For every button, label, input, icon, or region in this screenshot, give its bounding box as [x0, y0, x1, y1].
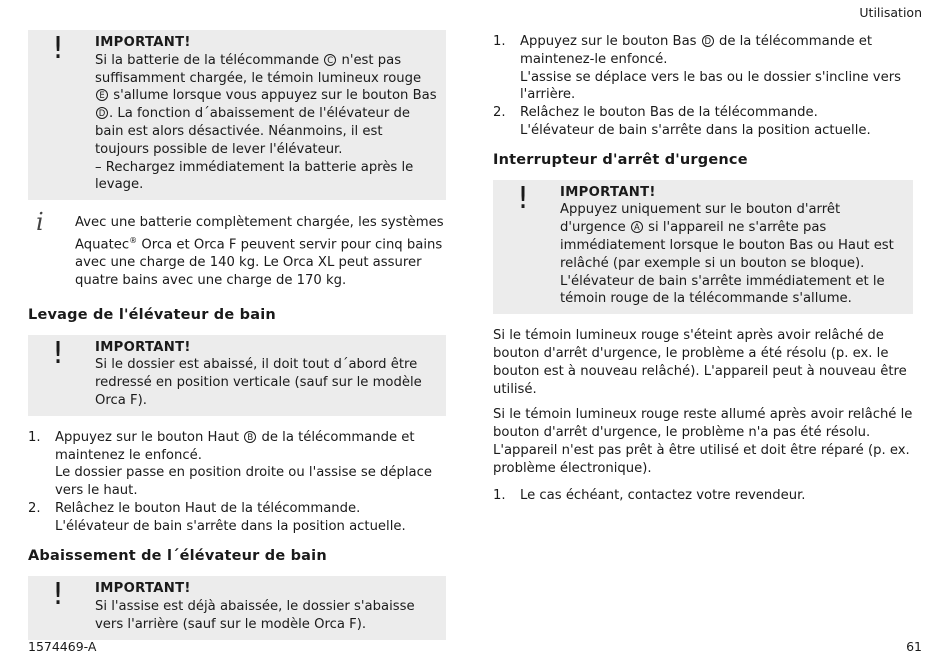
info-text: Avec une batterie complètement chargée, les systèmes Aquatec® Orca et Orca F peuvent servir pour cinq bains avec une charge de 140 kg. Le Orca XL peut assurer quatre bains avec une charge de 170 kg. — [75, 215, 444, 288]
note-text: Appuyez uniquement sur le bouton d'arrêt d'urgence A si l'appareil ne s'arrête pas immédiatement lorsque le bouton Bas ou Haut est relâché (par exemple si un bouton se bloque). L'élévateur de bain s'arrête immédiatement et le témoin rouge de la télécommande s'allume. — [560, 202, 894, 307]
step-result: Le dossier passe en position droite ou l'assise se déplace vers le haut. — [55, 465, 433, 499]
info-icon: i — [36, 208, 44, 237]
section-heading-lowering: Abaissement de l´élévateur de bain — [28, 547, 327, 564]
important-note-seat-lowered — [28, 576, 446, 639]
ref-d-icon: D — [702, 35, 714, 47]
list-item: 2. Relâchez le bouton Haut de la télécommande. L'élévateur de bain s'arrête dans la position actuelle. — [28, 500, 446, 536]
list-item: 2. Relâchez le bouton Bas de la télécommande. L'élévateur de bain s'arrête dans la position actuelle. — [493, 104, 913, 140]
important-note-battery — [28, 30, 446, 200]
ref-d-icon: D — [96, 107, 108, 119]
page-header: Utilisation — [859, 5, 922, 20]
note-bullet: – Rechargez immédiatement la batterie après le levage. — [95, 159, 414, 193]
note-title: IMPORTANT! — [95, 35, 191, 50]
contact-steps — [493, 487, 913, 505]
step-result: L'élévateur de bain s'arrête dans la position actuelle. — [520, 122, 871, 138]
paragraph-resolved: Si le témoin lumineux rouge s'éteint après avoir relâché de bouton d'arrêt d'urgence, le problème a été résolu (p. ex. le bouton est à nouveau relâché). L'appareil peut à nouveau être utilisé. — [493, 328, 907, 397]
section-heading-raising: Levage de l'élévateur de bain — [28, 306, 276, 323]
lowering-steps — [493, 33, 913, 140]
list-item: 1. Appuyez sur le bouton Haut B de la télécommande et maintenez le enfoncé. Le dossier passe en position droite ou l'assise se déplace vers le haut. — [28, 429, 446, 500]
note-title: IMPORTANT! — [560, 184, 656, 200]
step-result: L'assise se déplace vers le bas ou le dossier s'incline vers l'arrière. — [520, 69, 901, 103]
note-text: Si le dossier est abaissé, il doit tout d´abord être redressé en position verticale (sauf sur le modèle Orca F). — [95, 357, 422, 408]
note-text: Si la batterie de la télécommande C n'est pas suffisamment chargée, le témoin lumineux rouge E s'allume lorsque vous appuyez sur le bouton Bas D . La fonction d´abaissement de l'élévateur de bain est alors désactivée. Néanmoins, il est toujours possible de lever l'élévateur. — [95, 52, 437, 157]
ref-b-icon: B — [244, 431, 256, 443]
ref-a-icon: A — [631, 221, 643, 233]
right-column — [493, 33, 913, 504]
paragraph-not-resolved: Si le témoin lumineux rouge reste allumé après avoir relâché le bouton d'arrêt d'urgence, le problème n'a pas été résolu. L'appareil n'est pas prêt à être utilisé et doit être réparé (p. ex. problème électronique). — [493, 407, 913, 476]
note-title: IMPORTANT! — [95, 581, 191, 597]
warning-icon: ! — [52, 577, 65, 613]
warning-icon: ! — [52, 31, 65, 66]
note-title: IMPORTANT! — [95, 339, 191, 355]
ref-c-icon: C — [324, 54, 336, 66]
raising-steps — [28, 429, 446, 536]
section-heading-emergency-stop: Interrupteur d'arrêt d'urgence — [493, 151, 748, 168]
warning-icon: ! — [517, 180, 530, 216]
ref-e-icon: E — [96, 89, 108, 101]
step-result: L'élévateur de bain s'arrête dans la position actuelle. — [55, 518, 406, 534]
important-note-emergency-stop — [493, 180, 913, 315]
page-number: 61 — [906, 639, 922, 654]
warning-icon: ! — [52, 335, 65, 371]
left-column — [28, 30, 446, 640]
document-code: 1574469-A — [28, 639, 97, 654]
list-item: 1. Appuyez sur le bouton Bas D de la télécommande et maintenez-le enfoncé. L'assise se déplace vers le bas ou le dossier s'incline vers l'arrière. — [493, 33, 913, 104]
list-item: 1. Le cas échéant, contactez votre revendeur. — [493, 487, 806, 503]
note-text: Si l'assise est déjà abaissée, le dossier s'abaisse vers l'arrière (sauf sur le modèle Orca F). — [95, 599, 415, 632]
info-note-battery-capacity — [28, 208, 446, 290]
important-note-backrest — [28, 335, 446, 416]
